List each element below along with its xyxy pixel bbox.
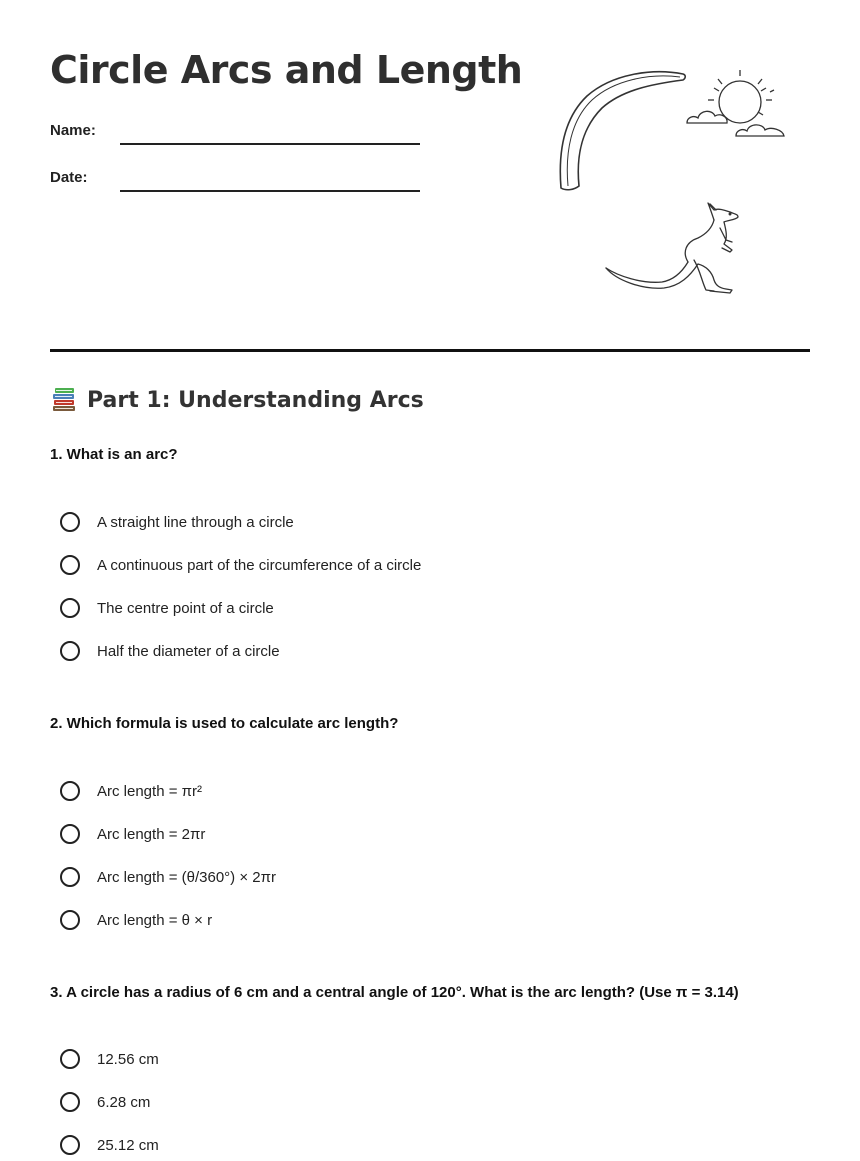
date-label: Date: [50, 169, 88, 186]
section-heading [50, 386, 424, 414]
option-label: Arc length = (θ/360°) × 2πr [97, 868, 276, 886]
radio-button[interactable] [60, 824, 80, 844]
option-label: 6.28 cm [97, 1093, 151, 1111]
radio-button[interactable] [60, 555, 80, 575]
option-label: A straight line through a circle [97, 513, 294, 531]
option-label: Arc length = πr² [97, 782, 202, 800]
radio-button[interactable] [60, 1049, 80, 1069]
question-1: 1. What is an arc? [50, 446, 178, 463]
radio-button[interactable] [60, 512, 80, 532]
q2-option-3[interactable] [60, 867, 276, 887]
sun-with-clouds-drawing [684, 68, 788, 140]
name-field[interactable] [120, 143, 420, 145]
option-label: A continuous part of the circumference of a circle [97, 556, 422, 574]
q2-option-4[interactable] [60, 910, 212, 930]
q1-option-3[interactable] [60, 598, 274, 618]
question-3: 3. A circle has a radius of 6 cm and a central angle of 120°. What is the arc length? (Use π = 3.14) [50, 984, 739, 1001]
radio-button[interactable] [60, 598, 80, 618]
name-label: Name: [50, 122, 96, 139]
section-title: Part 1: Understanding Arcs [87, 387, 424, 413]
q3-option-2[interactable] [60, 1092, 150, 1112]
worksheet-title: Circle Arcs and Length [50, 48, 523, 92]
option-label: Arc length = θ × r [97, 911, 213, 929]
section-divider [50, 349, 810, 352]
q1-option-2[interactable] [60, 555, 421, 575]
q1-option-4[interactable] [60, 641, 280, 661]
kangaroo-drawing [602, 198, 744, 296]
radio-button[interactable] [60, 1092, 80, 1112]
radio-button[interactable] [60, 781, 80, 801]
books-icon [50, 386, 78, 414]
q1-option-1[interactable] [60, 512, 294, 532]
radio-button[interactable] [60, 910, 80, 930]
radio-button[interactable] [60, 867, 80, 887]
option-label: Half the diameter of a circle [97, 642, 280, 660]
q3-option-1[interactable] [60, 1049, 159, 1069]
option-label: 12.56 cm [97, 1050, 159, 1068]
radio-button[interactable] [60, 641, 80, 661]
radio-button[interactable] [60, 1135, 80, 1155]
date-field[interactable] [120, 190, 420, 192]
question-2: 2. Which formula is used to calculate arc length? [50, 715, 399, 732]
q2-option-1[interactable] [60, 781, 202, 801]
q3-option-3[interactable] [60, 1135, 159, 1155]
option-label: 25.12 cm [97, 1136, 159, 1154]
q2-option-2[interactable] [60, 824, 205, 844]
curved-arc-drawing [552, 66, 692, 196]
option-label: Arc length = 2πr [97, 825, 206, 843]
option-label: The centre point of a circle [97, 599, 274, 617]
